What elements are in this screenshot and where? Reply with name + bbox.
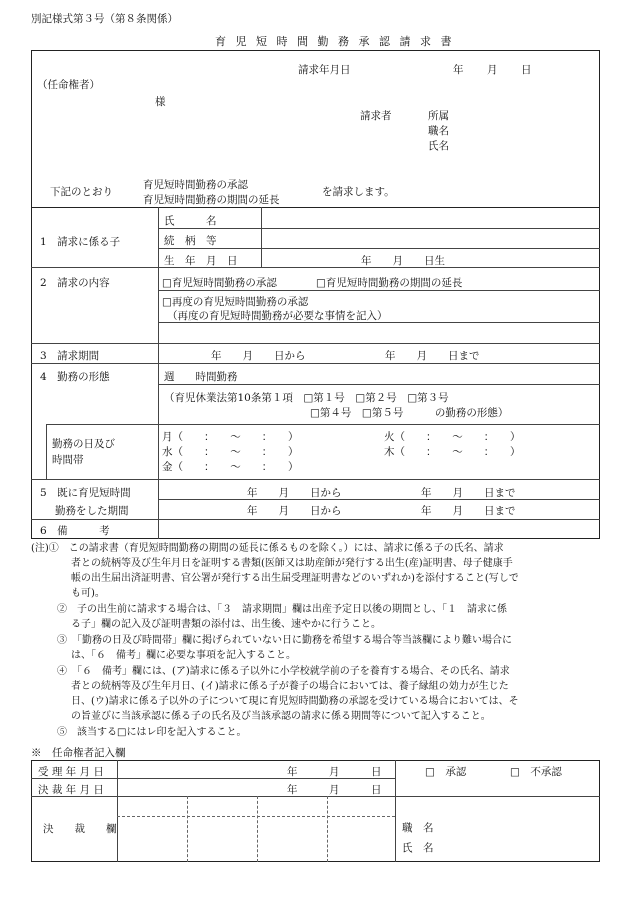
received-date-value: 年 月 日 [287, 766, 382, 778]
option-approval-checkbox[interactable]: □育児短時間勤務の承認 [162, 277, 277, 289]
below-prefix: 下記のとおり [50, 186, 113, 198]
sec5-label-1: 5 既に育児短時間 [40, 487, 131, 499]
work-days-label-2: 時間帯 [52, 454, 84, 466]
month-label: 月 [487, 64, 498, 76]
received-date-label: 受 理 年 月 日 [38, 766, 104, 778]
child-birth-value: 年 月 日生 [361, 255, 445, 267]
note-line: ③ 「勤務の日及び時間帯」欄に掲げられていない日に勤務を希望する場合等当該欄により難い場合に [57, 635, 512, 646]
note-line: 者との続柄等及び生年月日、(イ)請求に係る子が養子の場合においては、養子縁組の効力が生じた [71, 681, 509, 692]
date-label: 請求年月日 [298, 64, 351, 76]
note-line: ② 子の出生前に請求する場合は、「３ 請求期間」欄は出産予定日以後の期間とし、「１ 請求に係 [57, 604, 507, 615]
wednesday-hours: 水（ ： ～ ： ） [162, 446, 299, 458]
approver-name-label: 氏 名 [402, 842, 434, 854]
appointer-label: （任命権者） [37, 79, 100, 91]
year-label: 年 [453, 64, 464, 76]
sec2-label: 2 請求の内容 [40, 277, 110, 289]
requester-label: 請求者 [360, 110, 392, 122]
approver-position-label: 職 名 [402, 822, 434, 834]
note-line: も可)。 [71, 588, 105, 599]
note-line: は、「６ 備考」欄に必要な事項を記入すること。 [71, 650, 296, 661]
note-line: (注)① この請求書（育児短時間勤務の期間の延長に係るものを除く。）には、請求に係る子の氏名、請求 [31, 543, 504, 554]
note-line: ⑤ 該当する□にはレ印を記入すること。 [57, 727, 247, 738]
decision-date-label: 決 裁 年 月 日 [38, 784, 104, 796]
approval-box-label: 決 裁 欄 [43, 823, 117, 835]
page-title: 育 児 短 時 間 勤 務 承 認 請 求 書 [215, 35, 455, 48]
child-relation-label: 続 柄 等 [164, 235, 217, 247]
monday-hours: 月（ ： ～ ： ） [162, 431, 299, 443]
note-line: る子」欄の記入及び証明書類の添付は、出生後、速やかに行うこと。 [71, 619, 381, 630]
weekly-hours: 週 時間勤務 [164, 371, 238, 383]
sec5-label-2: 勤務をした期間 [55, 505, 129, 517]
option-extension-checkbox[interactable]: □育児短時間勤務の期間の延長 [316, 277, 463, 289]
option-again-checkbox[interactable]: □再度の育児短時間勤務の承認 [162, 296, 309, 308]
work-days-label-1: 勤務の日及び [52, 438, 115, 450]
appointer-heading: ※ 任命権者記入欄 [31, 747, 126, 759]
honorific: 様 [155, 96, 166, 108]
sec6-label: 6 備 考 [40, 525, 110, 537]
request-suffix: を請求します。 [322, 186, 395, 198]
prior-period-to-2: 年 月 日まで [421, 505, 516, 517]
prior-period-to-1: 年 月 日まで [421, 487, 516, 499]
note-line: ④ 「６ 備考」欄には、(ア)請求に係る子以外に小学校就学前の子を養育する場合、その氏名、請求 [57, 666, 510, 677]
prior-period-from-2: 年 月 日から [247, 505, 342, 517]
position-label: 職名 [428, 125, 449, 137]
sec4-label: 4 勤務の形態 [40, 371, 110, 383]
request-option-extension: 育児短時間勤務の期間の延長 [143, 194, 280, 206]
period-from: 年 月 日から [211, 350, 306, 362]
sec1-label: 1 請求に係る子 [40, 236, 121, 248]
child-birth-label: 生 年 月 日 [164, 255, 238, 267]
law-form-line1: （育児休業法第10条第１項 □第１号 □第２号 □第３号 [164, 392, 449, 404]
note-line: 者との続柄等及び生年月日を証明する書類(医師又は助産師が発行する出生(産)証明書、母子健康手 [71, 558, 513, 569]
affiliation-label: 所属 [428, 110, 449, 122]
request-option-approval: 育児短時間勤務の承認 [143, 179, 248, 191]
child-name-label: 氏 名 [164, 215, 217, 227]
law-form-line2: □第４号 □第５号 の勤務の形態） [310, 407, 509, 419]
note-line: の旨並びに当該承認に係る子の氏名及び当該承認の請求に係る期間等について記入すること。 [71, 711, 491, 722]
period-to: 年 月 日まで [385, 350, 480, 362]
form-number: 別記様式第３号（第８条関係） [31, 13, 178, 25]
name-label: 氏名 [428, 140, 449, 152]
day-label: 日 [521, 64, 532, 76]
thursday-hours: 木（ ： ～ ： ） [384, 446, 521, 458]
approve-checkbox[interactable]: □ 承認 [425, 766, 467, 778]
sec3-label: 3 請求期間 [40, 350, 100, 362]
option-again-note: （再度の育児短時間勤務が必要な事情を記入） [167, 310, 388, 322]
reject-checkbox[interactable]: □ 不承認 [510, 766, 562, 778]
tuesday-hours: 火（ ： ～ ： ） [384, 431, 521, 443]
prior-period-from-1: 年 月 日から [247, 487, 342, 499]
note-line: 帳の出生届出済証明書、官公署が発行する出生届受理証明書などのいずれか)を添付すること(写しで [71, 573, 519, 584]
decision-date-value: 年 月 日 [287, 784, 382, 796]
friday-hours: 金（ ： ～ ： ） [162, 461, 299, 473]
note-line: 日、(ウ)請求に係る子以外の子について現に育児短時間勤務の承認を受けている場合においては、そ [71, 696, 519, 707]
